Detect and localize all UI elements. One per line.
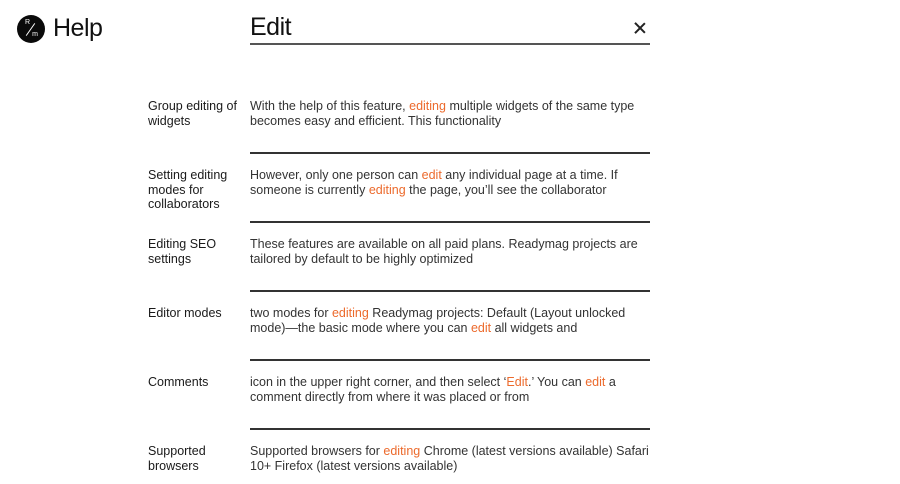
snippet-text: With the help of this feature,: [250, 99, 410, 113]
result-item[interactable]: [148, 167, 650, 236]
snippet-text: Readymag projects: Default (Layout unlocked mode)—the basic mode where you can: [250, 306, 626, 335]
snippet-text: However, only one person can: [250, 168, 422, 182]
snippet-text: Chrome (latest versions available) Safari 10+ Firefox (latest versions available): [250, 444, 649, 473]
result-title[interactable]: Group editing of widgets: [148, 99, 237, 128]
result-snippet: [250, 374, 650, 443]
search-bar: [250, 12, 650, 45]
logo-letter-m: m: [32, 30, 38, 38]
result-snippet: [250, 167, 650, 236]
close-icon[interactable]: [632, 20, 648, 36]
result-snippet: [250, 305, 650, 374]
highlighted-match: Edit: [506, 375, 528, 389]
snippet-text: the page, you’ll see the collaborator: [405, 182, 607, 197]
brand-header: [17, 14, 102, 43]
snippet-text: two modes for: [250, 306, 332, 320]
result-title[interactable]: Setting editing modes for collaborators: [148, 168, 228, 211]
highlighted-match: edit: [585, 375, 606, 389]
divider: [250, 428, 650, 430]
result-snippet: [250, 98, 650, 167]
highlighted-match: editing: [331, 306, 369, 320]
divider: [250, 359, 650, 361]
logo-letter-r: R: [25, 18, 31, 26]
search-results: [148, 98, 650, 484]
highlighted-match: edit: [470, 320, 492, 335]
divider: [250, 221, 650, 223]
result-snippet: [250, 236, 650, 305]
result-item[interactable]: [148, 98, 650, 167]
snippet-text: .’ You can: [527, 375, 586, 389]
divider: [250, 152, 650, 154]
result-title[interactable]: Editor modes: [148, 306, 222, 320]
snippet-text: multiple widgets of the same type becomes easy and efficient. This functionality: [250, 99, 635, 128]
page-title: Help: [53, 14, 103, 42]
readymag-logo-icon[interactable]: [17, 15, 45, 43]
snippet-text: icon in the upper right corner, and then select ‘: [250, 375, 507, 389]
snippet-text: Supported browsers for: [250, 444, 384, 458]
result-snippet: [250, 443, 650, 484]
divider: [250, 290, 650, 292]
snippet-text: all widgets and: [491, 320, 578, 335]
search-input[interactable]: [250, 13, 610, 42]
result-item[interactable]: [148, 236, 650, 305]
snippet-text: These features are available on all paid plans. Readymag projects are tailored by default to be highly optimized: [250, 237, 638, 266]
snippet-text: a comment directly from where it was placed or from: [250, 375, 616, 404]
result-title[interactable]: Editing SEO settings: [148, 237, 217, 266]
result-item[interactable]: [148, 374, 650, 443]
result-title[interactable]: Supported browsers: [148, 444, 206, 473]
highlighted-match: edit: [421, 168, 442, 182]
highlighted-match: editing: [409, 99, 446, 113]
snippet-text: any individual page at a time. If someone is currently: [250, 168, 618, 197]
result-title[interactable]: Comments: [148, 375, 209, 389]
result-item[interactable]: [148, 443, 650, 484]
result-item[interactable]: [148, 305, 650, 374]
highlighted-match: editing: [368, 182, 406, 197]
highlighted-match: editing: [383, 444, 421, 458]
